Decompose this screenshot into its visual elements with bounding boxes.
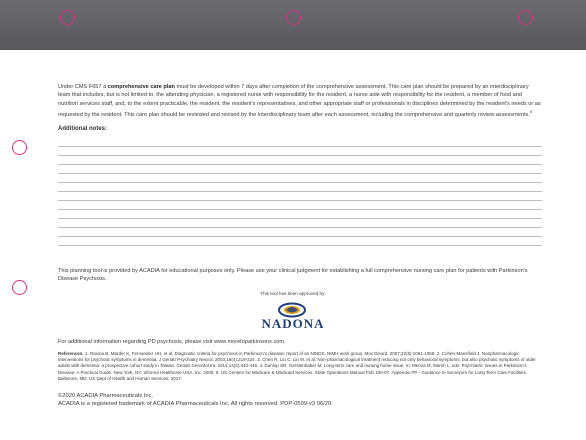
note-line [58, 218, 542, 219]
note-line [58, 182, 542, 183]
footer [58, 392, 333, 408]
intro-footnote: 5 [529, 108, 533, 114]
references [58, 351, 542, 382]
intro-text-1: Under CMS F657 a [58, 84, 108, 90]
intro-section [58, 83, 542, 132]
punch-hole-top-left [60, 10, 75, 25]
intro-text-2: must be developed within 7 days after completion of the comprehensive assessment. This care plan should be prepared by an interdisciplinary team that includes, but is not limited to, the attending physician, a registered nurse with responsibility for the resident, a nurse aide with responsibility for the resident, a member of food and nutrition services staff, and, to the extent practicable, the resident, the resident's representatives, and other appropriate staff or professionals in disciplines determined by the resident's needs or as requested by the resident. This care plan should be reviewed and revised by the interdisciplinary team after each assessment, including the comprehensive and quarterly review assessments. [58, 84, 541, 118]
note-line [58, 155, 542, 156]
top-band [0, 0, 586, 50]
intro-paragraph [58, 83, 542, 119]
note-line [58, 164, 542, 165]
punch-hole-left-upper [12, 140, 27, 155]
references-text: 1. Ravina B, Marder K, Fernandez HH, et al. Diagnostic criteria for psychosis in Parkinson's disease: report of an NINDS, NIMH work group. Mov Disord. 2007;22(8):1061-1068. 2. Cohen-Mansfield J. Nonpharmacologic interventions for psychotic symptoms in dementia. J Geriatr Psychiatry Neurol. 2003;16(4):219-224. 3. Chen R, Liu C, Lin M, et al. Non-pharmacological treatment reducing not only behavioral symptoms, but also psychotic symptoms of older adults with dementia: a prospective cohort study in Taiwan. Geriatr Gerontol Int. 2014;14(2):440-446. 4. Dunlop SR, Gerstenhaber M. Long-term care and nursing home issue. In: Menza M, Marsh L, eds. Psychiatric Issues in Parkinson's Disease: A Practical Guide. New York, NY: Informa Healthcare USA, Inc; 2009. 5. US Centers for Medicare & Medicaid Services. State Operations Manual Pub 100-07. Appendix PP - Guidance to Surveyors for Long Term Care Facilities. Baltimore, MD: US Dept of Health and Human Services; 2017. [58, 351, 536, 381]
note-line [58, 191, 542, 192]
more-info-text: For additional information regarding PD psychosis, please visit www.moretoparkinsons.com. [58, 339, 286, 345]
punch-hole-top-center [286, 10, 301, 25]
note-line [58, 209, 542, 210]
note-line [58, 227, 542, 228]
copyright-text: ©2020 ACADIA Pharmaceuticals Inc. [58, 393, 154, 399]
note-line [58, 236, 542, 237]
nadona-logo-text: NADONA [261, 316, 325, 331]
references-label: References: [58, 351, 84, 356]
intro-bold-term: comprehensive care plan [107, 84, 175, 90]
note-line [58, 245, 542, 246]
punch-hole-top-right [518, 10, 533, 25]
note-line [58, 146, 542, 147]
trademark-text: ACADIA is a registered trademark of ACADIA Pharmaceuticals Inc. All rights reserved. PDP-0599-v3 06/20. [58, 401, 333, 407]
note-line [58, 200, 542, 201]
disclaimer-text: This planning tool is provided by ACADIA for educational purposes only. Please use your clinical judgment for establishing a full comprehensive nursing care plan for patients with Parkinson's Disease Psychosis. [58, 268, 528, 282]
note-line [58, 173, 542, 174]
notes-heading: Additional notes: [58, 126, 107, 133]
approved-by-text: This tool has been approved by: [260, 291, 326, 296]
